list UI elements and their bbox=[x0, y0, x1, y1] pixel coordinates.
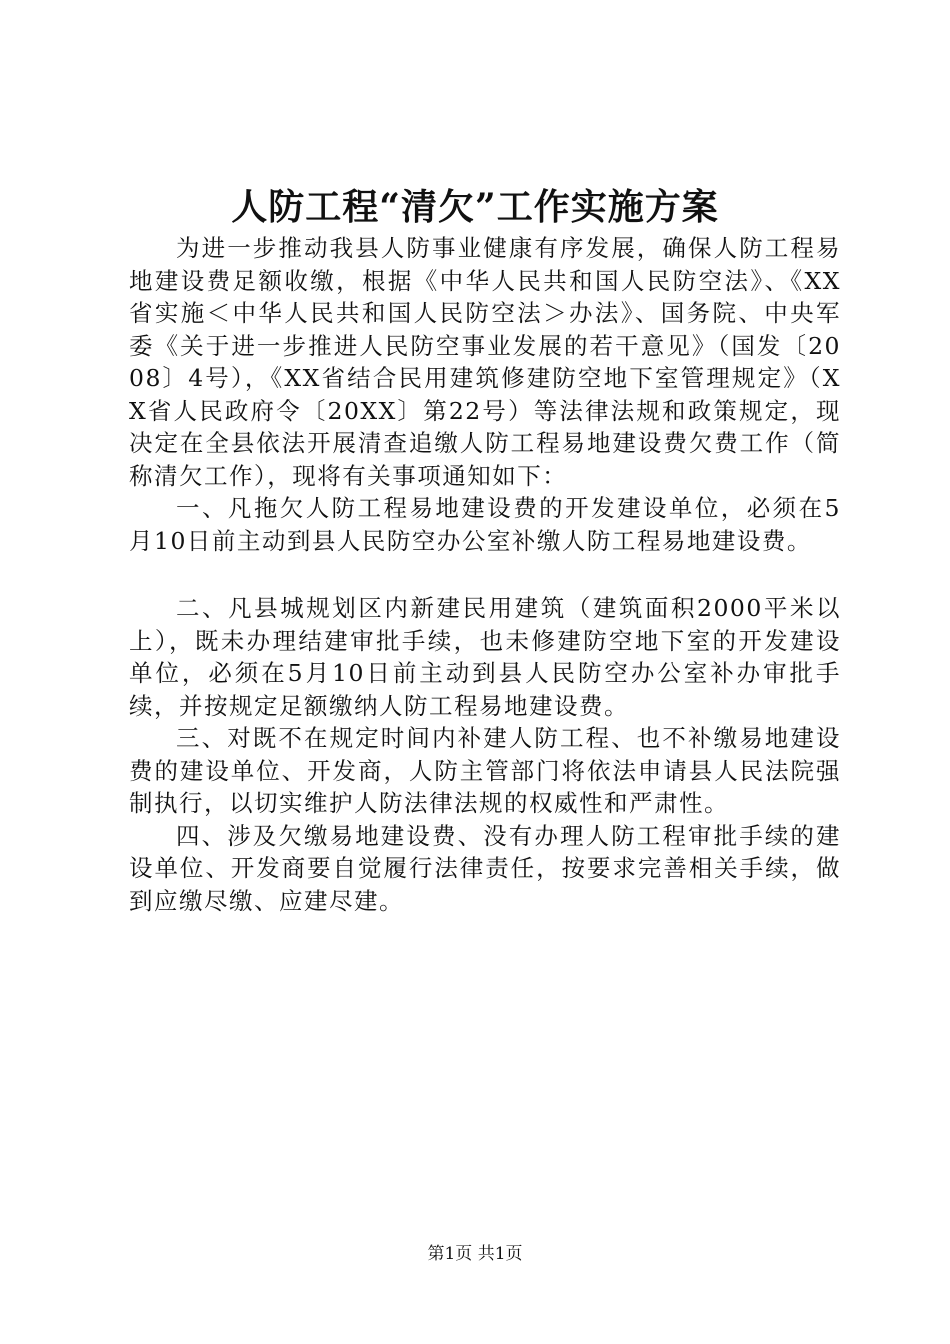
page-footer: 第1页 共1页 bbox=[427, 1244, 523, 1264]
paragraph-intro: 为进一步推动我县人防事业健康有序发展，确保人防工程易地建设费足额收缴，根据《中华人民共和国人民防空法》、《XX省实施＜中华人民共和国人民防空法＞办法》、国务院、中央军委《关于进一步推进人民防空事业发展的若干意见》（国发〔2008〕4号），《XX省结合民用建筑修建防空地下室管理规定》（XX省人民政府令〔20XX〕第22号）等法律法规和政策规定，现决定在全县依法开展清查追缴人防工程易地建设费欠费工作（简称清欠工作），现将有关事项通知如下： bbox=[129, 234, 841, 490]
paragraph-spacer bbox=[129, 557, 841, 592]
paragraph-item-2: 二、凡县城规划区内新建民用建筑（建筑面积2000平米以上），既未办理结建审批手续，也未修建防空地下室的开发建设单位，必须在5月10日前主动到县人民防空办公室补办审批手续，并按规定足额缴纳人防工程易地建设费。 bbox=[129, 594, 841, 720]
paragraph-item-1: 一、凡拖欠人防工程易地建设费的开发建设单位，必须在5月10日前主动到县人民防空办公室补缴人防工程易地建设费。 bbox=[129, 494, 841, 555]
paragraph-item-3: 三、对既不在规定时间内补建人防工程、也不补缴易地建设费的建设单位、开发商，人防主管部门将依法申请县人民法院强制执行，以切实维护人防法律法规的权威性和严肃性。 bbox=[129, 724, 841, 817]
document-title: 人防工程“清欠”工作实施方案 bbox=[231, 186, 719, 228]
document-body bbox=[129, 232, 841, 917]
paragraph-item-4: 四、涉及欠缴易地建设费、没有办理人防工程审批手续的建设单位、开发商要自觉履行法律责任，按要求完善相关手续，做到应缴尽缴、应建尽建。 bbox=[129, 821, 841, 915]
